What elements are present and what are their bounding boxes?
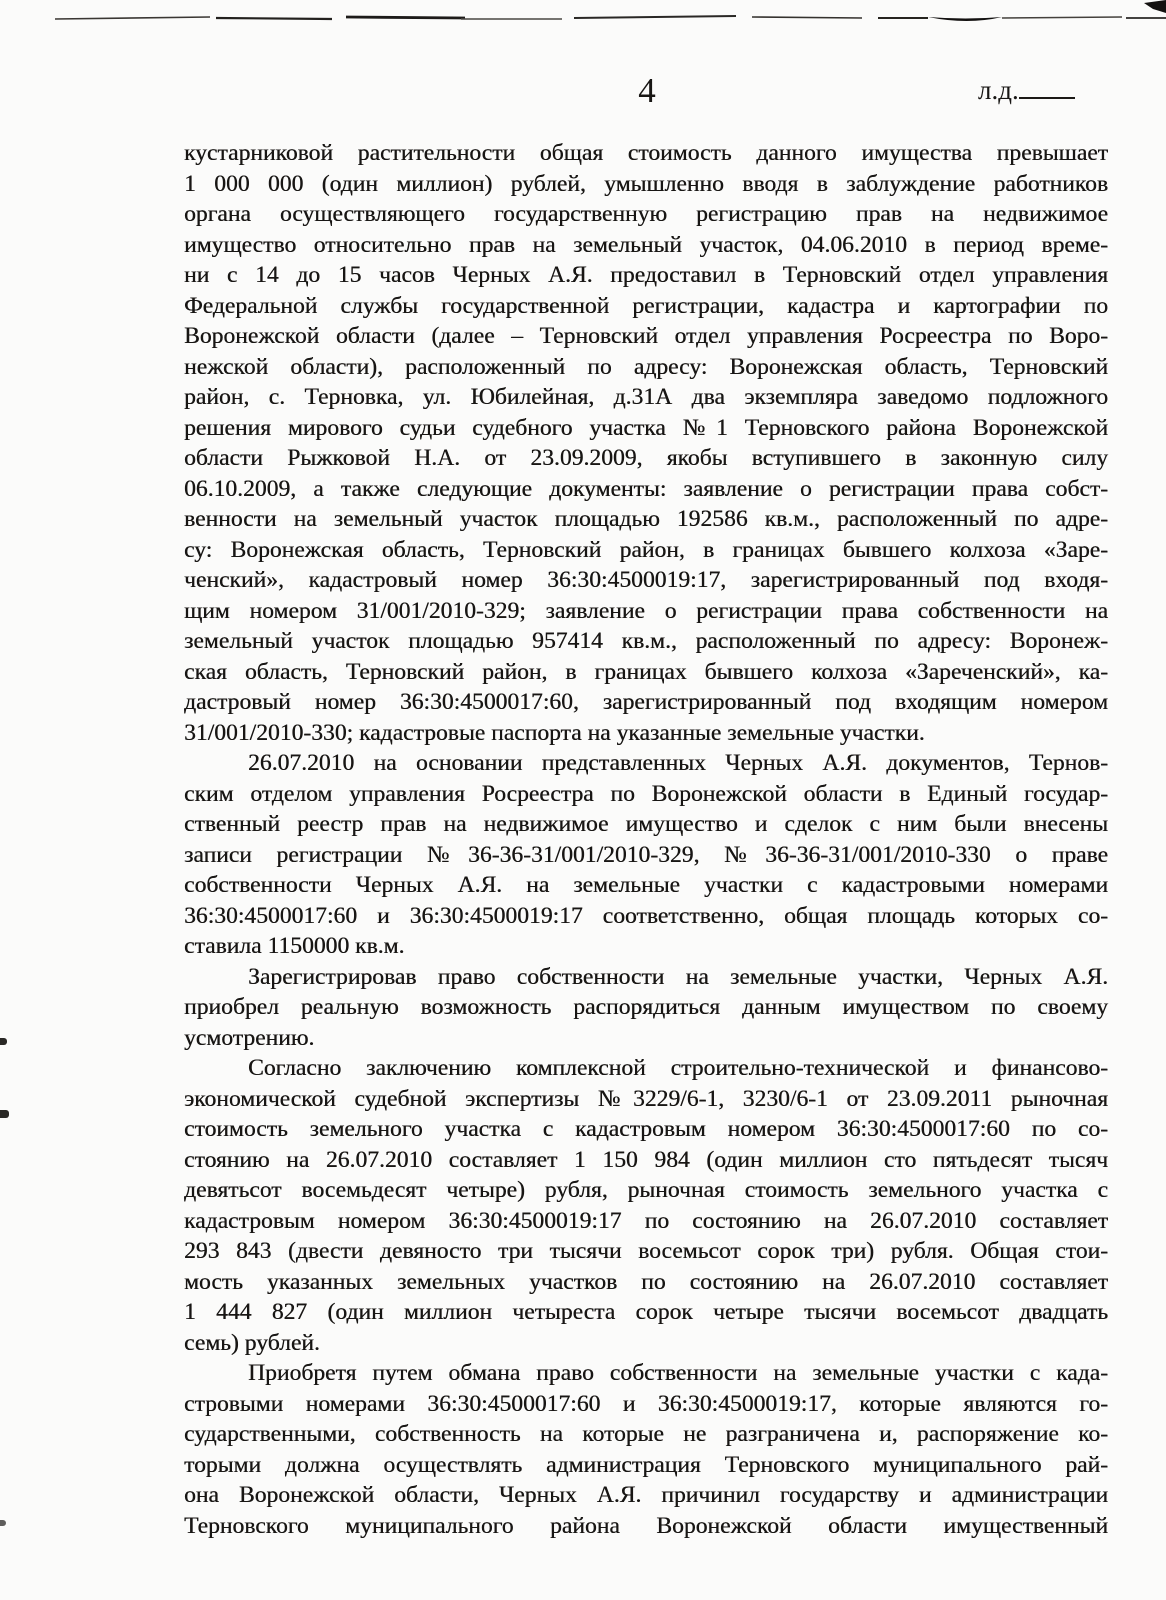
text-line: 293 843 (двести девяносто три тысячи восемьсот сорок три) рубля. Общая стои- — [184, 1238, 1108, 1264]
case-sheet-field — [978, 74, 1075, 106]
text-line: нежской области), расположенный по адресу: Воронежская область, Терновский — [184, 353, 1108, 380]
text-line: стоянию на 26.07.2010 составляет 1 150 984 (один миллион сто пятьдесят тысяч — [184, 1146, 1108, 1173]
text-line: ставила 1150000 кв.м. — [184, 933, 405, 959]
text-line: торыми должна осуществлять администрация Терновского муниципального рай- — [184, 1451, 1108, 1478]
scan-artifact-left-1 — [0, 1038, 7, 1045]
text-line: ским отделом управления Росреестра по Воронежской области в Единый государ- — [184, 780, 1108, 807]
text-line: области Рыжковой Н.А. от 23.09.2009, якобы вступившего в законную силу — [184, 445, 1108, 471]
page-corner-mark — [1144, 0, 1166, 13]
text-line: Согласно заключению комплексной строительно-технической и финансово- — [248, 1055, 1108, 1081]
text-line: 1 000 000 (один миллион) рублей, умышленно вводя в заблуждение работников — [184, 170, 1108, 197]
text-line: приобрел реальную возможность распорядиться данным имуществом по своему — [184, 994, 1108, 1020]
text-line: 06.10.2009, а также следующие документы: заявление о регистрации права собст- — [184, 475, 1108, 502]
text-line: сударственными, собственность на которые не разграничена и, распоряжение ко- — [184, 1421, 1108, 1447]
text-line: Приобретя путем обмана право собственности на земельные участки с када- — [248, 1360, 1108, 1386]
text-line: Терновского муниципального района Воронежской области имущественный — [184, 1512, 1108, 1539]
text-line: усмотрению. — [184, 1024, 315, 1051]
text-line: 26.07.2010 на основании представленных Черных А.Я. документов, Тернов- — [248, 750, 1108, 776]
text-line: дастровый номер 36:30:4500017:60, зарегистрированный под входящим номером — [184, 689, 1108, 715]
case-sheet-label: л.д. — [978, 75, 1019, 105]
text-line: стровыми номерами 36:30:4500017:60 и 36:30:4500019:17, которые являются го- — [184, 1390, 1108, 1417]
text-line: район, с. Терновка, ул. Юбилейная, д.31А два экземпляра заведомо подложного — [184, 384, 1108, 410]
text-line: девятьсот восемьдесят четыре) рубля, рыночная стоимость земельного участка с — [184, 1177, 1108, 1203]
text-line: ни с 14 до 15 часов Черных А.Я. предоставил в Терновский отдел управления — [184, 262, 1108, 288]
text-line: ская область, Терновский район, в границах бывшего колхоза «Зареченский», ка- — [184, 658, 1108, 685]
scan-artifact-top-edge — [0, 0, 1166, 32]
text-line: Воронежской области (далее – Терновский отдел управления Росреестра по Воро- — [184, 323, 1108, 349]
text-line: решения мирового судьи судебного участка №1 Терновского района Воронежской — [184, 414, 1108, 441]
text-line: кадастровым номером 36:30:4500019:17 по состоянию на 26.07.2010 составляет — [184, 1207, 1108, 1234]
text-line: Зарегистрировав право собственности на земельные участки, Черных А.Я. — [248, 963, 1108, 990]
text-line: 36:30:4500017:60 и 36:30:4500019:17 соответственно, общая площадь которых со- — [184, 902, 1108, 929]
text-line: су: Воронежская область, Терновский район, в границах бывшего колхоза «Заре- — [184, 536, 1108, 563]
text-block — [184, 138, 1108, 1541]
text-line: записи регистрации №36-36-31/001/2010-329, №36-36-31/001/2010-330 о праве — [184, 841, 1108, 868]
text-line: мость указанных земельных участков по состоянию на 26.07.2010 составляет — [184, 1268, 1108, 1295]
text-line: собственности Черных А.Я. на земельные участки с кадастровыми номерами — [184, 872, 1108, 898]
text-line: 31/001/2010-330; кадастровые паспорта на указанные земельные участки. — [184, 719, 925, 746]
text-line: кустарниковой растительности общая стоимость данного имущества превышает — [184, 140, 1108, 166]
text-line: органа осуществляющего государственную регистрацию прав на недвижимое — [184, 201, 1108, 227]
text-line: она Воронежской области, Черных А.Я. причинил государству и администрации — [184, 1482, 1108, 1508]
text-line: стоимость земельного участка с кадастровым номером 36:30:4500017:60 по со- — [184, 1116, 1108, 1142]
text-line: Федеральной службы государственной регистрации, кадастра и картографии по — [184, 292, 1108, 319]
scan-artifact-left-3 — [0, 1520, 6, 1526]
text-line: венности на земельный участок площадью 192586 кв.м., расположенный по адре- — [184, 506, 1108, 532]
text-line: земельный участок площадью 957414 кв.м., расположенный по адресу: Воронеж- — [184, 628, 1108, 654]
text-line: ченский», кадастровый номер 36:30:4500019:17, зарегистрированный под входя- — [184, 567, 1108, 593]
text-line: 1 444 827 (один миллион четыреста сорок четыре тысячи восемьсот двадцать — [184, 1299, 1108, 1325]
case-sheet-blank-line — [1019, 93, 1075, 99]
text-line: экономической судебной экспертизы №3229/6-1, 3230/6-1 от 23.09.2011 рыночная — [184, 1085, 1108, 1112]
page-number: 4 — [638, 71, 656, 110]
text-line: имущество относительно прав на земельный участок, 04.06.2010 в период време- — [184, 231, 1108, 258]
text-line: семь) рублей. — [184, 1329, 320, 1356]
text-line: щим номером 31/001/2010-329; заявление о регистрации права собственности на — [184, 597, 1108, 624]
text-line: ственный реестр прав на недвижимое имущество и сделок с ним были внесены — [184, 811, 1108, 837]
scan-artifact-left-2 — [0, 1110, 9, 1118]
